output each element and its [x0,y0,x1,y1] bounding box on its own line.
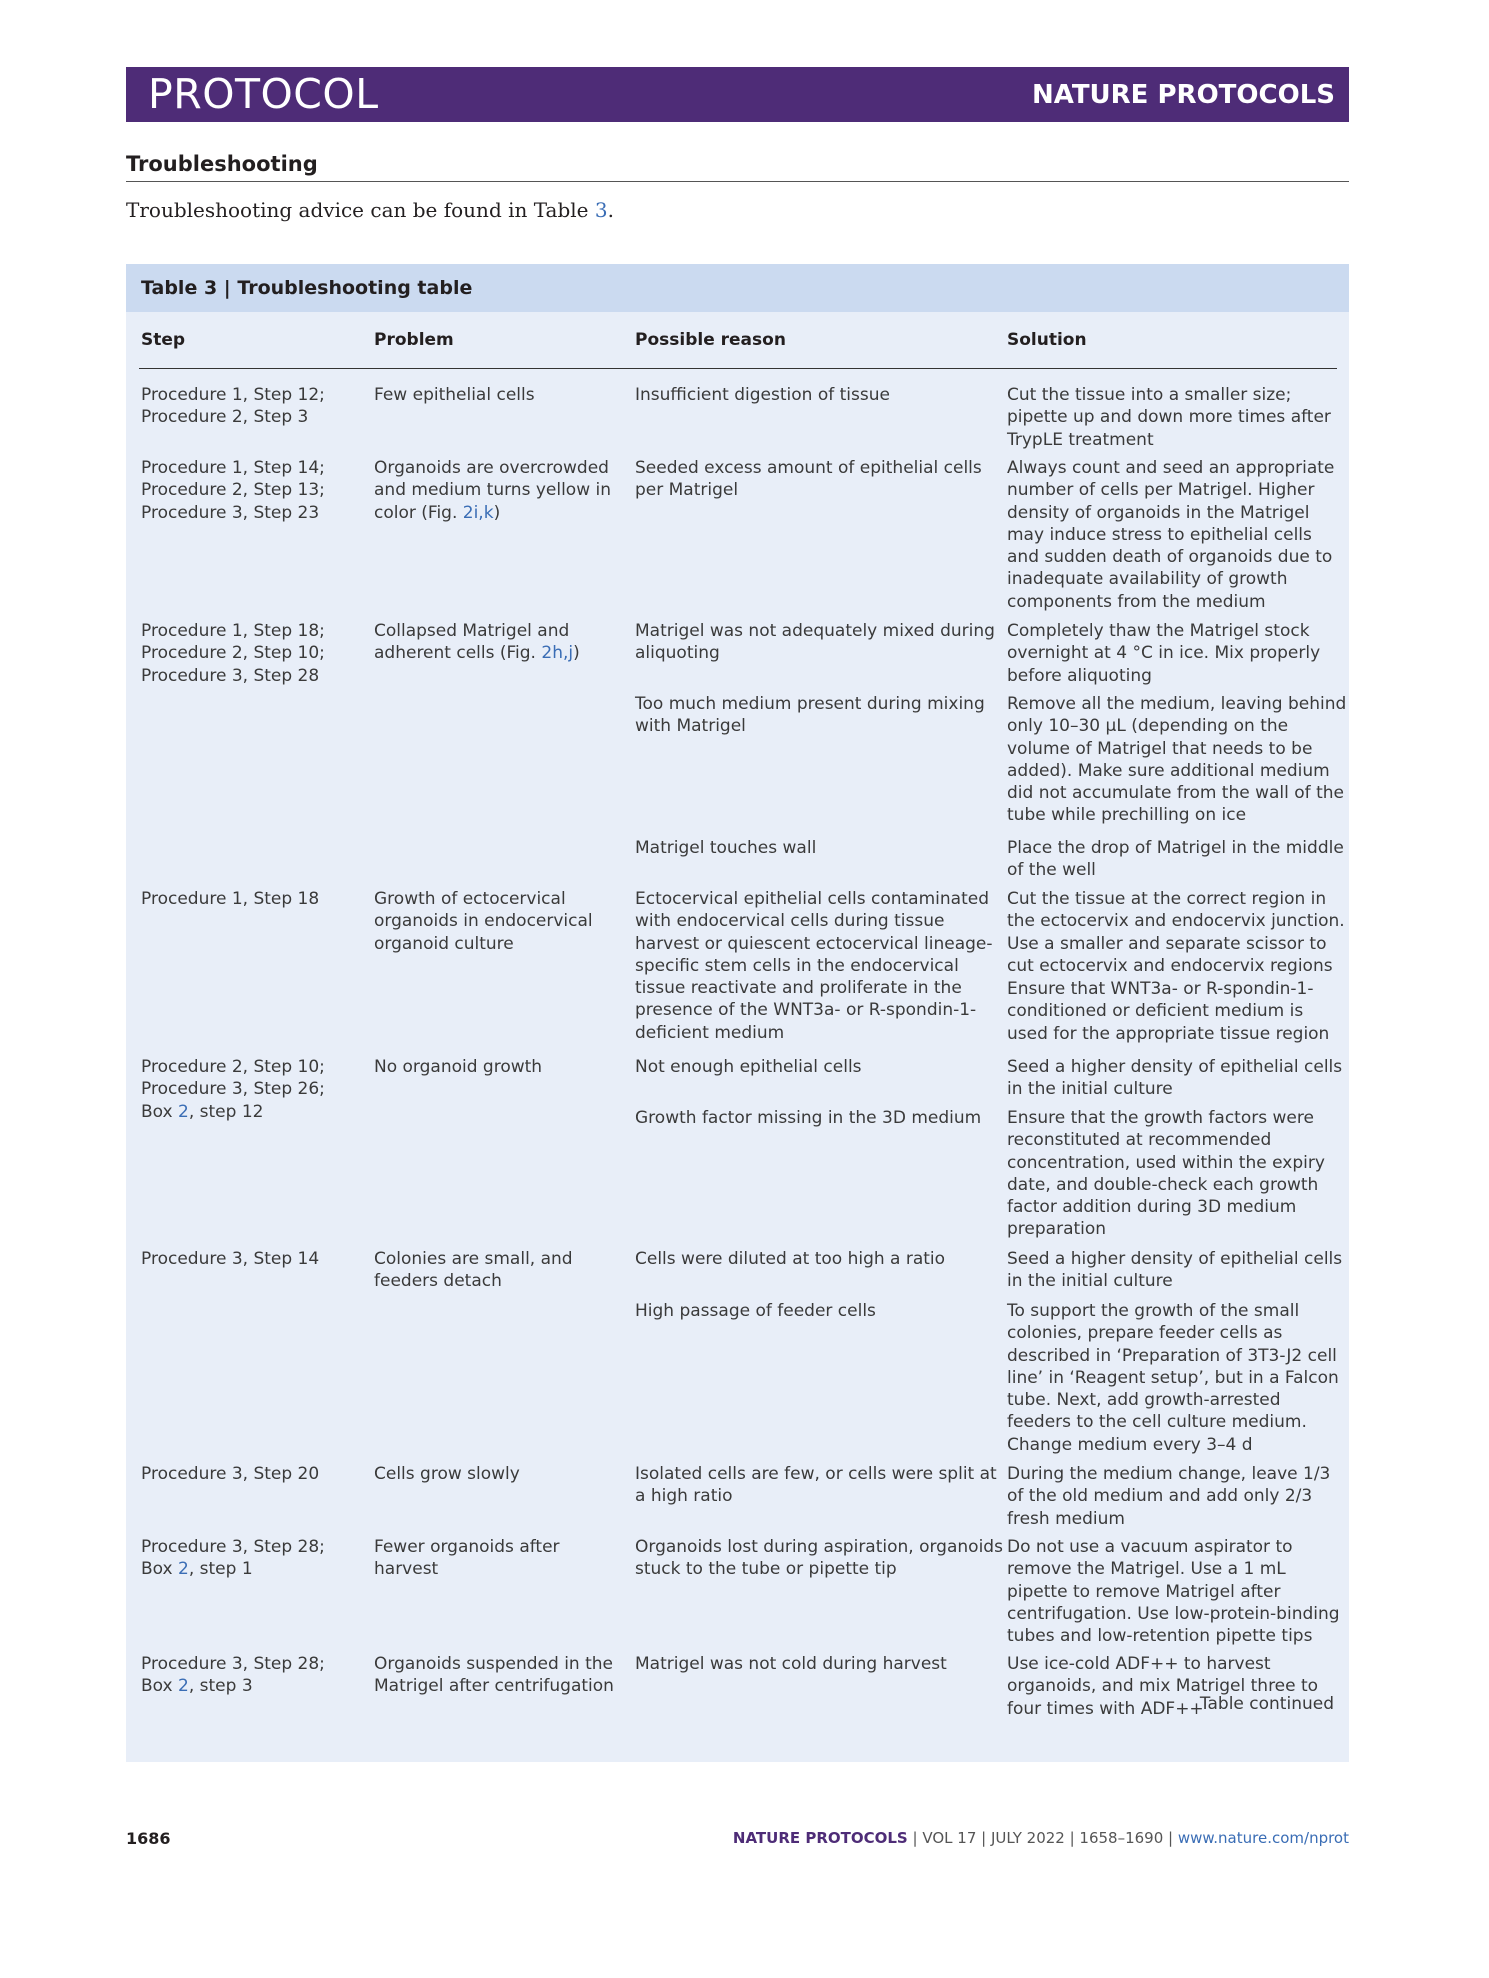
row-5-solution-2: Ensure that WNT3a- or R-spondin-1-conditioned or deficient medium is used for the appropriate tissue region [1007,979,1330,1044]
row-12-reason: Matrigel was not cold during harvest [635,1654,947,1674]
page-number: 1686 [126,1829,171,1848]
section-title: Troubleshooting [126,152,318,176]
row-0-step: Procedure 1, Step 12; Procedure 2, Step 3 [141,385,325,428]
table-3-link[interactable]: 3 [594,198,608,222]
row-6-step-suffix: , step 12 [188,1101,264,1122]
box-2-link[interactable]: 2 [178,1101,189,1122]
column-header-problem: Problem [374,330,454,350]
section-divider [126,181,1349,182]
column-header-reason: Possible reason [635,330,786,350]
troubleshooting-table [126,264,1349,1762]
intro-suffix: . [607,198,614,222]
row-4-reason: Matrigel touches wall [635,838,817,858]
row-12-step-suffix: , step 3 [188,1676,253,1697]
row-12-solution: Use ice-cold ADF++ to harvest organoids, and mix Matrigel three to four times with ADF++ [1007,1654,1319,1719]
fig-2ik-link[interactable]: 2i,k [462,502,494,523]
row-7-reason: Growth factor missing in the 3D medium [635,1108,982,1128]
row-8-reason: Cells were diluted at too high a ratio [635,1249,946,1269]
row-8-step: Procedure 3, Step 14 [141,1249,320,1269]
row-7-solution: Ensure that the growth factors were reconstituted at recommended concentration, used within the expiry date, and double-check each growth factor addition during 3D medium preparation [1007,1108,1325,1240]
row-5-problem: Growth of ectocervical organoids in endocervical organoid culture [374,889,593,954]
row-5-reason: Ectocervical epithelial cells contaminated with endocervical cells during tissue harvest or quiescent ectocervical lineage-specific stem cells in the endocervical tissue reactivate and proliferate in the presence of the WNT3a- or R-spondin-1-deficient medium [635,889,993,1043]
row-1-reason: Seeded excess amount of epithelial cells per Matrigel [635,458,982,501]
row-1-solution: Always count and seed an appropriate number of cells per Matrigel. Higher density of organoids in the Matrigel may induce stress to epithelial cells and sudden death of organoids due to inadequate availability of growth components from the medium [1007,458,1335,612]
row-8-problem: Colonies are small, and feeders detach [374,1249,573,1292]
row-11-solution: Do not use a vacuum aspirator to remove the Matrigel. Use a 1 mL pipette to remove Matrigel after centrifugation. Use low-protein-binding tubes and low-retention pipette tips [1007,1537,1340,1647]
intro-text: Troubleshooting advice can be found in Table [126,198,595,222]
row-2-problem [374,620,619,665]
table-caption: Table 3 | Troubleshooting table [141,277,473,299]
row-6-reason: Not enough epithelial cells [635,1057,862,1077]
column-header-step: Step [141,330,186,350]
row-11-reason: Organoids lost during aspiration, organoids stuck to the tube or pipette tip [635,1537,1003,1580]
footer-journal: NATURE PROTOCOLS [732,1829,908,1847]
row-0-problem: Few epithelial cells [374,385,535,405]
row-6-solution: Seed a higher density of epithelial cells in the initial culture [1007,1057,1343,1100]
footer-url-link[interactable]: www.nature.com/nprot [1177,1829,1349,1847]
row-11-problem: Fewer organoids after harvest [374,1537,560,1580]
row-6-step [141,1056,366,1123]
row-11-step [141,1536,366,1581]
column-header-solution: Solution [1007,330,1087,350]
fig-2hj-link[interactable]: 2h,j [541,643,574,664]
row-10-problem: Cells grow slowly [374,1464,520,1484]
footer-citation [733,1829,1349,1847]
header-bar [126,67,1349,122]
row-1-step: Procedure 1, Step 14; Procedure 2, Step 13; Procedure 3, Step 23 [141,458,325,523]
table-continued-note: Table continued [1199,1694,1334,1714]
row-2-problem-text: Collapsed Matrigel and adherent cells (Fig. [374,621,570,664]
row-2-solution: Completely thaw the Matrigel stock overnight at 4 °C in ice. Mix properly before aliquoting [1007,621,1321,686]
row-1-problem [374,457,619,524]
row-1-problem-text: Organoids are overcrowded and medium turns yellow in color (Fig. [374,458,611,523]
row-1-problem-suffix: ) [493,502,501,523]
row-3-solution: Remove all the medium, leaving behind only 10–30 μL (depending on the volume of Matrigel that needs to be added). Make sure additional medium did not accumulate from the wall of the tube while prechilling on ice [1007,694,1347,826]
box-2-link[interactable]: 2 [178,1559,189,1580]
table-caption-bar [126,264,1349,312]
row-12-step-text: Procedure 3, Step 28; Box [141,1654,325,1697]
row-0-reason: Insufficient digestion of tissue [635,385,890,405]
header-journal-label: NATURE PROTOCOLS [1031,80,1335,110]
row-4-solution: Place the drop of Matrigel in the middle of the well [1007,838,1344,881]
row-2-step: Procedure 1, Step 18; Procedure 2, Step 10; Procedure 3, Step 28 [141,621,325,686]
row-3-reason: Too much medium present during mixing with Matrigel [635,694,985,737]
box-2-link[interactable]: 2 [178,1676,189,1697]
row-9-solution: To support the growth of the small colonies, prepare feeder cells as described in ‘Preparation of 3T3-J2 cell line’ in ‘Reagent setup’, but in a Falcon tube. Next, add growth-arrested feeders to the cell culture medium. Change medium every 3–4 d [1007,1301,1339,1455]
row-12-step [141,1653,366,1698]
row-2-reason: Matrigel was not adequately mixed during aliquoting [635,621,995,664]
row-6-step-text: Procedure 2, Step 10; Procedure 3, Step 26; Box [141,1057,325,1122]
header-divider [139,368,1337,369]
row-10-reason: Isolated cells are few, or cells were split at a high ratio [635,1464,997,1507]
row-0-solution: Cut the tissue into a smaller size; pipette up and down more times after TrypLE treatment [1007,385,1331,450]
intro-paragraph [126,198,614,222]
row-12-problem: Organoids suspended in the Matrigel after centrifugation [374,1654,614,1697]
row-10-solution: During the medium change, leave 1/3 of the old medium and add only 2/3 fresh medium [1007,1464,1331,1529]
row-11-step-text: Procedure 3, Step 28; Box [141,1537,325,1580]
row-5-step: Procedure 1, Step 18 [141,889,320,909]
footer-details: | VOL 17 | JULY 2022 | 1658–1690 | [907,1829,1178,1847]
row-2-problem-suffix: ) [573,643,580,664]
row-10-step: Procedure 3, Step 20 [141,1464,320,1484]
row-8-solution: Seed a higher density of epithelial cells in the initial culture [1007,1249,1343,1292]
row-6-problem: No organoid growth [374,1057,543,1077]
row-9-reason: High passage of feeder cells [635,1301,876,1321]
header-protocol-label: PROTOCOL [148,70,379,118]
row-5-solution: Cut the tissue at the correct region in the ectocervix and endocervix junction. Use a smaller and separate scissor to cut ectocervix and endocervix regions [1007,889,1345,976]
row-11-step-suffix: , step 1 [188,1559,253,1580]
